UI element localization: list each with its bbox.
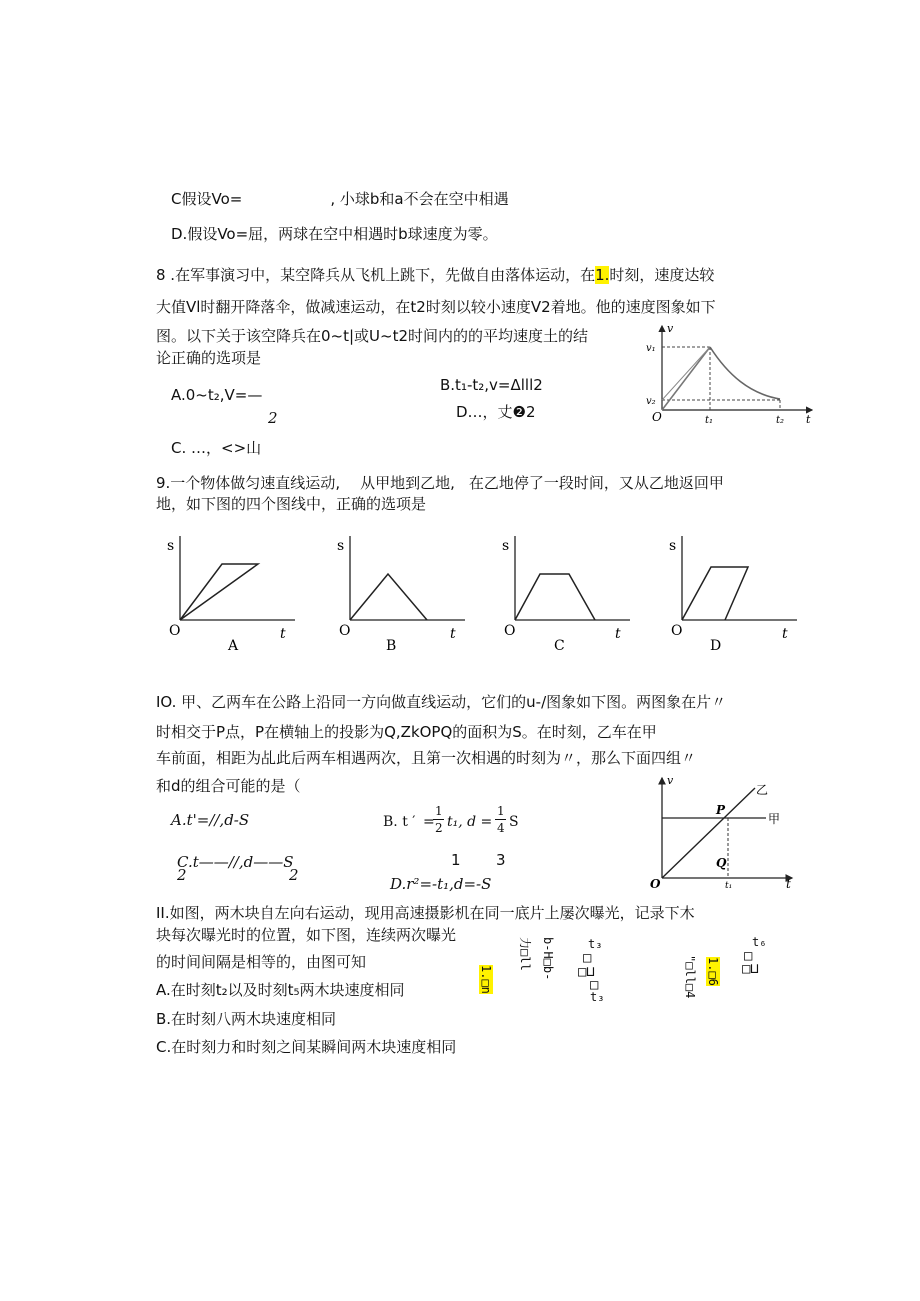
t1-label: t₁ (705, 415, 714, 426)
q8-option-d: D…，丈❷2 (456, 403, 536, 421)
q10-line-2: 时相交于P点，P在横轴上的投影为Q,ZkOPQ的面积为S。在时刻，乙车在甲 (156, 723, 657, 741)
q8-option-a-denominator: 2 (268, 409, 278, 427)
q10-option-b-num1: 1 (435, 804, 443, 818)
q9-graph-c (495, 530, 635, 655)
q10-option-c-den-a: 2 (177, 866, 187, 884)
t-label: t (806, 413, 811, 426)
q11-option-a: A.在时刻t₂以及时刻t₅两木块速度相同 (156, 981, 405, 999)
fig-box-top: □ (583, 950, 592, 966)
yi-label: 乙 (756, 783, 769, 797)
q10-line-1: IO. 甲、乙两车在公路上沿同一方向做直线运动，它们的u-/图象如下图。两图象在片〃 (156, 693, 727, 711)
q11-option-c: C.在时刻力和时刻之间某瞬间两木块速度相同 (156, 1038, 457, 1056)
q8-line-1 (156, 265, 714, 285)
q10-num-1: 1 (451, 851, 461, 869)
yi-line (662, 788, 755, 878)
q9-line-1 (156, 473, 724, 493)
q9-line-1-c: 在乙地停了一段时间，又从乙地返回甲 (468, 474, 724, 492)
fig-fragment-1: 1.□n (479, 965, 493, 994)
q8-line-2: 大值Vl时翻开降落伞，做减速运动，在t2时刻以较小速度V2着地。他的速度图象如下 (156, 298, 716, 316)
s-t-line (515, 574, 595, 620)
fig-bars: □⊔ (578, 964, 595, 980)
s-t-line (180, 564, 258, 620)
q10-option-b-prefix: B. t ′ (383, 814, 416, 830)
q11-line-3: 的时间间隔是相等的，由图可知 (156, 953, 367, 971)
v-label: v (667, 322, 674, 335)
q10-option-d: D.r²=-t₁,d=-S (390, 875, 492, 893)
q10-option-b-den1: 2 (435, 821, 443, 835)
t1-label: t₁ (725, 881, 733, 890)
s-label: s (669, 538, 677, 554)
origin-label: O (169, 623, 181, 639)
q11-line-2: 块每次曝光时的位置，如下图，连续两次曝光 (156, 926, 457, 944)
origin-label: O (652, 410, 662, 424)
fig-fragment-4: 1.□6 (706, 957, 720, 986)
v2-label: v₂ (646, 396, 656, 407)
q10-option-b-eq: = (423, 814, 435, 830)
q10-option-c-den-b: 2 (289, 866, 299, 884)
s-t-line (682, 567, 748, 620)
fig-fragment-3: b-H□b- (541, 937, 555, 981)
t-label: t (280, 626, 286, 642)
fig-t3-bottom: t₃ (590, 990, 605, 1004)
q9-line-1-b: 从甲地到乙地, (360, 474, 455, 492)
q8-option-a: A.0~t₂,V=— (171, 386, 263, 404)
t2-label: t₂ (776, 415, 785, 426)
q11-option-b: B.在时刻八两木块速度相同 (156, 1010, 337, 1028)
origin-label: O (650, 877, 661, 890)
graph-label: C (554, 638, 565, 654)
q8-line-1-a: 8 .在军事演习中，某空降兵从飞机上跳下，先做自由落体运动，在 (156, 266, 596, 284)
v-label: v (667, 774, 674, 787)
p-label: P (716, 803, 726, 817)
q8-line-1-b: 时刻，速度达较 (609, 266, 715, 284)
q10-line-4: 和d的组合可能的是（ (156, 777, 301, 795)
jia-label: 甲 (768, 812, 781, 826)
fig-box-bottom: □ (590, 977, 599, 993)
q9-line-1-a: 9.一个物体做匀速直线运动, (156, 474, 341, 492)
q7-option-c-part2: , 小球b和a不会在空中相遇 (330, 190, 509, 208)
origin-label: O (671, 623, 683, 639)
freefall-line (662, 347, 710, 410)
graph-label: B (386, 638, 397, 654)
q8-option-c: C. …，<>山 (171, 439, 262, 457)
q7-option-c (171, 189, 509, 209)
t-label: t (615, 626, 621, 642)
fig-t6: t₆ (752, 935, 767, 949)
q10-line-3: 车前面，相距为乩此后两车相遇两次，且第一次相遇的时刻为〃，那么下面四组〃 (156, 749, 697, 767)
fig-fragment-5: "□ll□4 (683, 955, 697, 999)
chord-line (662, 347, 710, 400)
fig-bars-right: □⊔ (742, 961, 759, 977)
q9-line-2: 地，如下图的四个图线中，正确的选项是 (156, 495, 427, 513)
q10-option-b-num2: 1 (497, 804, 505, 818)
origin-label: O (504, 623, 516, 639)
q8-line-3: 图。以下关于该空降兵在0~t|或U~t2时间内的的平均速度土的结 (156, 327, 589, 345)
graph-label: D (710, 638, 722, 654)
q8-velocity-graph (640, 320, 820, 430)
deceleration-curve (710, 347, 780, 399)
q8-line-4: 论正确的选项是 (156, 349, 262, 367)
q11-line-1: II.如图，两木块自左向右运动，现用高速摄影机在同一底片上屡次曝光，记录下木 (156, 904, 695, 922)
v1-label: v₁ (646, 343, 656, 354)
s-label: s (337, 538, 345, 554)
q10-option-a: A.t'=//,d-S (171, 811, 250, 829)
q8-option-b: B.t₁-t₂,v=Δlll2 (440, 376, 543, 394)
q10-velocity-graph (640, 770, 800, 890)
fig-box-right: □ (744, 948, 753, 964)
q10-option-b-s: S (509, 814, 519, 830)
t-label: t (782, 626, 788, 642)
t-label: t (786, 877, 791, 890)
q8-highlight: 1. (595, 266, 610, 284)
q10-option-b-den2: 4 (497, 821, 505, 835)
q10-option-c: C.t——//,d——S (177, 853, 294, 871)
s-label: s (167, 538, 175, 554)
t-label: t (450, 626, 456, 642)
fig-fragment-2: 力□ll (518, 937, 532, 971)
graph-label: A (228, 638, 239, 654)
fig-t3-top: t₃ (588, 937, 603, 951)
q9-graph-d (662, 530, 802, 655)
q10-option-b-mid: t₁, d = (447, 814, 493, 830)
origin-label: O (339, 623, 351, 639)
q9-graph-a (160, 530, 300, 655)
s-label: s (502, 538, 510, 554)
q7-option-c-part1: C假设Vo= (171, 190, 243, 208)
s-t-line (350, 574, 427, 620)
q7-option-d: D.假设Vo=屈，两球在空中相遇时b球速度为零。 (171, 225, 498, 243)
q-label: Q (716, 856, 727, 870)
q9-graph-b (330, 530, 470, 655)
q10-num-3: 3 (496, 851, 506, 869)
